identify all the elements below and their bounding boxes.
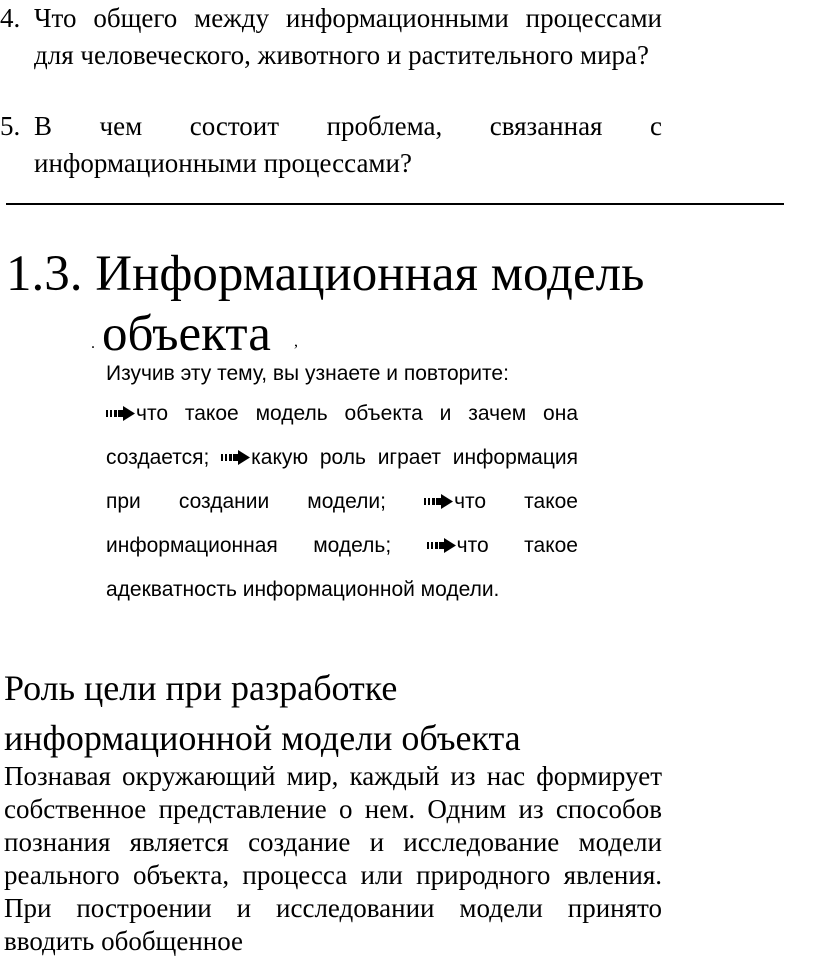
section-heading-line2: [102, 304, 271, 364]
learning-objectives: [106, 356, 578, 612]
question-number: 5.: [0, 111, 21, 141]
arrow-bullet-icon: [427, 538, 457, 553]
question-text: В чем состоит проблема, связанная с информационными процессами?: [34, 111, 662, 178]
horizontal-divider: [6, 203, 784, 205]
objectives-list: [106, 392, 578, 612]
objectives-intro: Изучив эту тему, вы узнаете и повторите:: [106, 362, 509, 385]
arrow-bullet-icon: [106, 406, 136, 421]
question-text: Что общего между информационными процессами для человеческого, животного и растительного мира?: [34, 3, 662, 70]
stray-mark: ,: [294, 333, 298, 350]
objective-item: какую роль играет информация при создании модели;: [106, 446, 578, 513]
section-title-line1: Информационная модель: [95, 246, 645, 302]
objective-item: что такое адекватность информационной модели.: [106, 534, 578, 601]
section-heading: [6, 244, 644, 304]
objective-item: что такое модель объекта и зачем она создается;: [106, 402, 578, 469]
stray-mark: .: [91, 335, 95, 352]
section-number: 1.3.: [6, 246, 83, 302]
question-number: 4.: [0, 3, 21, 33]
arrow-bullet-icon: [424, 494, 454, 509]
question-4: [0, 0, 662, 74]
subsection-heading-line2: информационной модели объекта: [4, 718, 521, 758]
arrow-bullet-icon: [221, 450, 251, 465]
question-5: [0, 108, 662, 182]
subsection-heading-line1: Роль цели при разработке: [4, 668, 398, 708]
section-title-line2: объекта: [102, 306, 271, 362]
body-paragraph: Познавая окружающий мир, каждый из нас формирует собственное представление о нем. Одним из способов познания является создание и исследование модели реального объекта, процесса или природного явления. При построении и исследовании модели принято вводить обобщенное: [4, 761, 662, 956]
objective-item: что такое информационная модель;: [106, 490, 578, 557]
